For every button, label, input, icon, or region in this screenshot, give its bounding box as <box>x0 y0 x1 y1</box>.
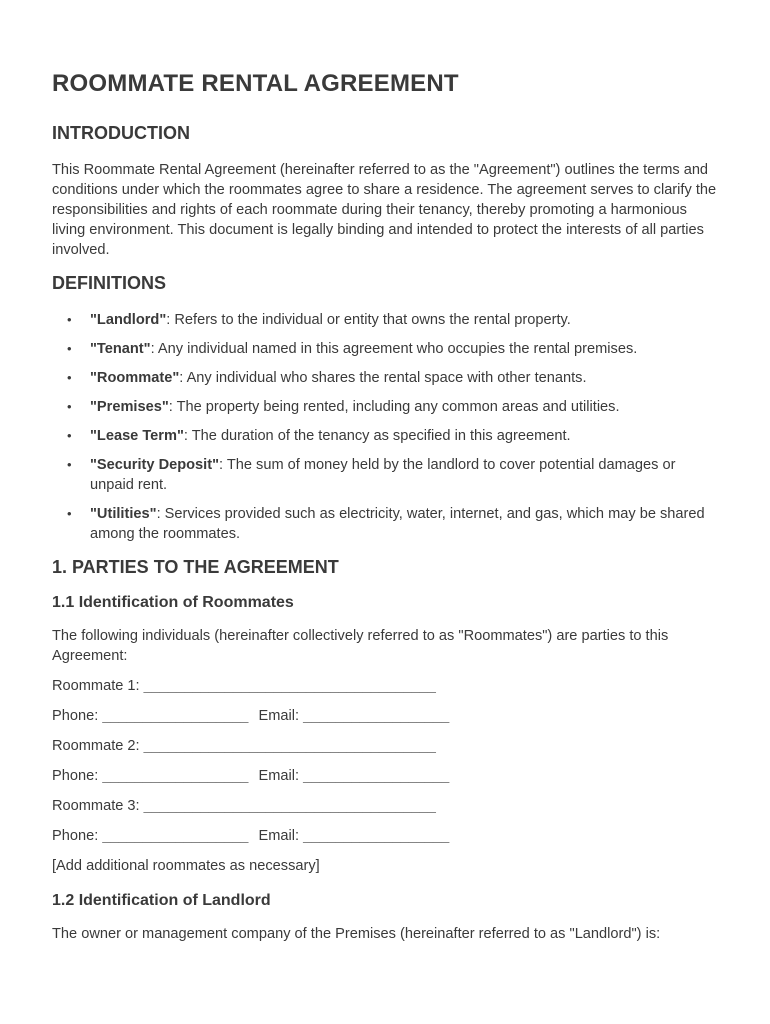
phone-label: Phone: <box>52 828 99 844</box>
definition-text: : Any individual named in this agreement who occupies the rental premises. <box>150 341 638 357</box>
section-heading-parties: 1. PARTIES TO THE AGREEMENT <box>52 557 339 577</box>
definition-term: "Security Deposit" <box>90 457 219 473</box>
email-label: Email: <box>258 768 300 784</box>
bullet-marker-icon: • <box>67 428 72 443</box>
definition-term: "Landlord" <box>90 312 167 328</box>
bullet-marker-icon: • <box>67 370 72 385</box>
roommate-name-row <box>52 736 718 756</box>
definition-term: "Lease Term" <box>90 428 184 444</box>
bullet-marker-icon: • <box>67 312 72 327</box>
email-label: Email: <box>258 828 300 844</box>
roommate-contact-row <box>52 826 718 846</box>
roommate-name-label: Roommate 1: <box>52 678 140 694</box>
definition-text: : The duration of the tenancy as specified in this agreement. <box>183 428 571 444</box>
definition-item <box>52 339 718 359</box>
roommate-name-row <box>52 676 718 696</box>
email-blank-line: __________________ <box>303 828 450 844</box>
definition-term: "Tenant" <box>90 341 151 357</box>
phone-blank-line: __________________ <box>102 768 249 784</box>
phone-blank-line: __________________ <box>102 708 249 724</box>
name-blank-line: ____________________________________ <box>143 738 436 754</box>
definition-item <box>52 426 718 446</box>
definition-text: : The sum of money held by the landlord to cover potential damages or unpaid rent. <box>90 457 676 493</box>
definition-term: "Utilities" <box>90 506 157 522</box>
landlord-paragraph: The owner or management company of the Premises (hereinafter referred to as "Landlord") is: <box>52 926 661 942</box>
definition-item <box>52 397 718 417</box>
roommate-name-label: Roommate 3: <box>52 798 140 814</box>
bullet-marker-icon: • <box>67 457 72 472</box>
section-heading-definitions: DEFINITIONS <box>52 273 167 293</box>
section-heading-introduction: INTRODUCTION <box>52 123 190 143</box>
name-blank-line: ____________________________________ <box>143 798 436 814</box>
phone-blank-line: __________________ <box>102 828 249 844</box>
subsection-heading-landlord: 1.2 Identification of Landlord <box>52 892 271 909</box>
definition-item <box>52 368 718 388</box>
definition-term: "Roommate" <box>90 370 180 386</box>
introduction-paragraph: This Roommate Rental Agreement (hereinafter referred to as the "Agreement") outlines the terms and conditions under which the roommates agree to share a residence. The agreement serves to clarify the responsibilities and rights of each roommate during their tenancy, thereby promoting a harmonious living environment. This document is legally binding and intended to protect the interests of all parties involved. <box>52 162 717 258</box>
definition-item <box>52 455 718 495</box>
definition-text: : The property being rented, including any common areas and utilities. <box>168 399 620 415</box>
name-blank-line: ____________________________________ <box>143 678 436 694</box>
roommate-contact-row <box>52 766 718 786</box>
roommate-name-row <box>52 796 718 816</box>
bullet-marker-icon: • <box>67 399 72 414</box>
roommate-name-label: Roommate 2: <box>52 738 140 754</box>
bullet-marker-icon: • <box>67 506 72 521</box>
roommate-contact-row <box>52 706 718 726</box>
email-blank-line: __________________ <box>303 768 450 784</box>
phone-label: Phone: <box>52 768 99 784</box>
bullet-marker-icon: • <box>67 341 72 356</box>
definitions-list <box>52 310 718 544</box>
definition-text: : Any individual who shares the rental space with other tenants. <box>179 370 587 386</box>
definition-text: : Refers to the individual or entity that owns the rental property. <box>166 312 571 328</box>
additional-roommates-note: [Add additional roommates as necessary] <box>52 858 320 874</box>
definition-item <box>52 310 718 330</box>
definition-term: "Premises" <box>90 399 169 415</box>
document-title: ROOMMATE RENTAL AGREEMENT <box>52 70 459 97</box>
phone-label: Phone: <box>52 708 99 724</box>
email-label: Email: <box>258 708 300 724</box>
roommates-intro-paragraph: The following individuals (hereinafter collectively referred to as "Roommates") are parties to this Agreement: <box>52 628 669 664</box>
email-blank-line: __________________ <box>303 708 450 724</box>
definition-text: : Services provided such as electricity, water, internet, and gas, which may be shared among the roommates. <box>90 506 705 542</box>
definition-item <box>52 504 718 544</box>
subsection-heading-roommates: 1.1 Identification of Roommates <box>52 594 294 611</box>
